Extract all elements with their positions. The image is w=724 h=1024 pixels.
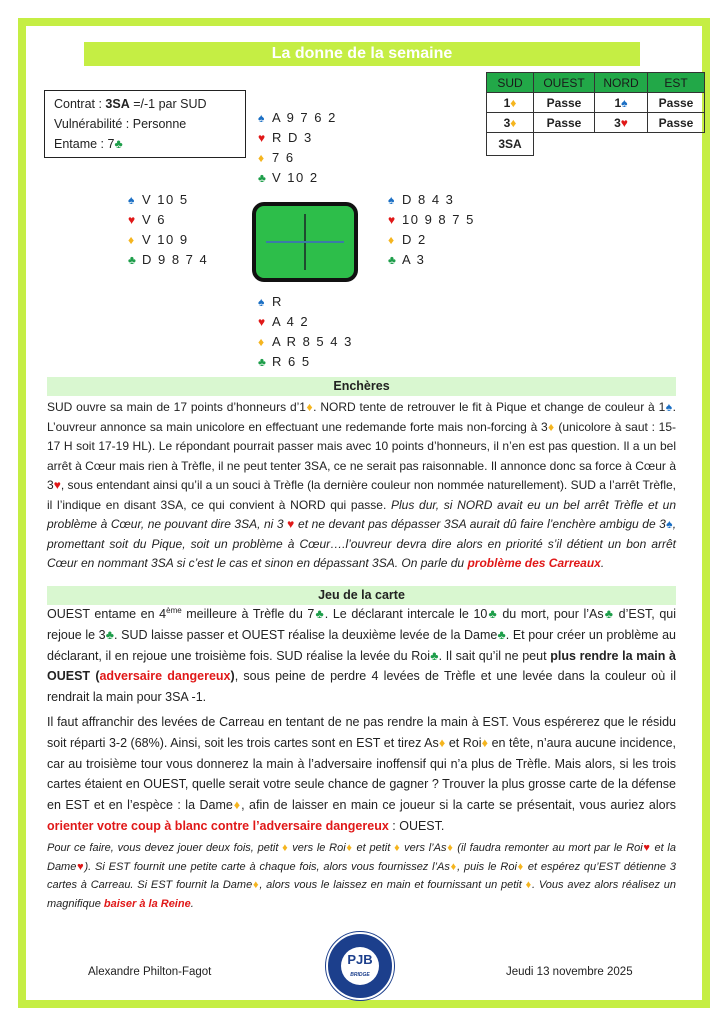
- club-icon: ♣: [314, 607, 325, 621]
- bid-header-nord: NORD: [595, 73, 648, 93]
- club-icon: ♣: [258, 355, 268, 369]
- bid-header-est: EST: [648, 73, 705, 93]
- heart-icon: ♥: [620, 115, 628, 130]
- diamond-icon: ♦: [394, 842, 401, 854]
- heart-icon: ♥: [642, 842, 651, 854]
- heart-icon: ♥: [287, 517, 295, 531]
- club-icon: ♣: [114, 137, 123, 151]
- lead-line: Entame : 7♣: [54, 137, 123, 151]
- club-icon: ♣: [388, 253, 398, 267]
- highlight-orienter-coup: orienter votre coup à blanc contre l’adversaire dangereux: [47, 818, 389, 833]
- table-horizontal-line: [266, 241, 344, 243]
- bid-cell: Passe: [648, 113, 705, 133]
- diamond-icon: ♦: [446, 842, 454, 854]
- hand-east: ♠ D 8 4 3 ♥ 10 9 8 7 5 ♦ D 2 ♣ A 3: [388, 190, 475, 270]
- spade-icon: ♠: [665, 517, 673, 531]
- spade-icon: ♠: [388, 193, 396, 207]
- bid-header-sud: SUD: [487, 73, 534, 93]
- bid-cell: Passe: [534, 113, 595, 133]
- diamond-icon: ♦: [388, 233, 396, 247]
- heart-icon: ♥: [53, 478, 61, 492]
- highlight-baiser-reine: baiser à la Reine: [103, 897, 191, 910]
- spade-icon: ♠: [665, 400, 673, 414]
- diamond-icon: ♦: [252, 879, 260, 891]
- heart-icon: ♥: [388, 213, 397, 227]
- diamond-icon: ♦: [438, 735, 446, 750]
- highlight-probleme-carreaux: problème des Carreaux: [467, 556, 601, 570]
- heart-icon: ♥: [258, 131, 267, 145]
- section-header-jeu: Jeu de la carte: [47, 586, 676, 605]
- diamond-icon: ♦: [232, 798, 242, 813]
- club-icon: ♣: [497, 627, 506, 642]
- bidding-row: [487, 133, 705, 156]
- bid-cell: 3SA: [487, 133, 534, 156]
- contract-line: Contrat : 3SA =/-1 par SUD: [54, 97, 207, 111]
- diamond-icon: ♦: [282, 842, 289, 854]
- diamond-icon: ♦: [547, 419, 555, 434]
- club-icon: ♣: [430, 648, 439, 663]
- spade-icon: ♠: [621, 95, 628, 110]
- bid-cell: Passe: [648, 93, 705, 113]
- hand-south: ♠ R ♥ A 4 2 ♦ A R 8 5 4 3 ♣ R 6 5: [258, 292, 353, 372]
- diamond-icon: ♦: [516, 860, 525, 873]
- bridge-table-icon: [252, 202, 358, 282]
- spade-icon: ♠: [258, 111, 266, 125]
- bidding-row: [487, 113, 705, 133]
- heart-icon: ♥: [76, 860, 85, 873]
- bid-header-ouest: OUEST: [534, 73, 595, 93]
- jeu-paragraph-1: OUEST entame en 4ème meilleure à Trèfle du 7♣. Le déclarant intercale le 10♣ du mort, pour l’As♣ d’EST, qui rejoue le 3♣. SUD laisse passer et OUEST réalise la deuxième levée de la Dame♣. Et pour créer un problème au déclarant, il en rejoue une troisième fois. SUD réalise la levée du Roi♣. Il sait qu’il ne peut plus rendre la main à OUEST (adversaire dangereux), sous peine de perdre 4 levées de Trèfle et une levée dans la couleur où il rendrait la main pour 3SA -1.: [47, 605, 677, 705]
- bid-cell: 3♥: [595, 113, 648, 133]
- diamond-icon: ♦: [258, 151, 266, 165]
- club-logo: PJB BRIDGE: [326, 932, 394, 1000]
- vulnerability-line: Vulnérabilité : Personne: [54, 117, 187, 131]
- jeu-paragraph-2: Il faut affranchir des levées de Carreau en tentant de ne pas rendre la main à EST. Vous espérerez que le résidu soit réparti 3-2 (68%). Ainsi, soit les trois cartes sont en EST et tirez As♦ et Roi♦ en tête, n’aura aucune incidence, car au troisième tour vous donnerez la main à l’adversaire inoffensif qui n’a plus de Trèfle. Mais alors, si les trois cartes étaient en OUEST, quelle serait votre seule chance de gagner ? Trouver la plus grosse carte de la défense en EST et en l’espèce : la Dame♦, afin de laisser en main ce joueur si la carte se présentait, vous auriez alors orienter votre coup à blanc contre l’adversaire dangereux : OUEST.: [47, 715, 676, 833]
- bidding-row: [487, 93, 705, 113]
- bidding-header-row: [487, 73, 705, 93]
- spade-icon: ♠: [128, 193, 136, 207]
- club-icon: ♣: [603, 607, 615, 621]
- diamond-icon: ♦: [305, 400, 314, 414]
- bidding-table: [486, 72, 705, 156]
- diamond-icon: ♦: [449, 860, 458, 873]
- jeu-paragraph-3: Pour ce faire, vous devez jouer deux fois, petit ♦ vers le Roi♦ et petit ♦ vers l’As♦ (il faudra remonter au mort par le Roi♥ et la Dame♥). Si EST fournit une petite carte à chaque fois, alors vous fournissez l’As♦, puis le Roi♦ et espérez qu’EST détienne 3 cartes à Carreau. Si EST fournit la Dame♦, alors vous le laissez en main et fournissant un petit ♦. Vous avez alors réalisez un magnifique baiser à la Reine.: [47, 842, 676, 910]
- page-title: La donne de la semaine: [84, 42, 640, 66]
- club-icon: ♣: [487, 607, 498, 621]
- contract-box: [44, 90, 246, 158]
- club-icon: ♣: [128, 253, 138, 267]
- heart-icon: ♥: [128, 213, 137, 227]
- diamond-icon: ♦: [510, 115, 517, 130]
- diamond-icon: ♦: [345, 842, 353, 854]
- highlight-adversaire-dangereux: adversaire dangereux: [99, 669, 231, 684]
- section-header-encheres: Enchères: [47, 377, 676, 396]
- bid-cell: 3♦: [487, 113, 534, 133]
- diamond-icon: ♦: [481, 735, 489, 750]
- bid-cell: 1♠: [595, 93, 648, 113]
- heart-icon: ♥: [258, 315, 267, 329]
- publication-date: Jeudi 13 novembre 2025: [506, 966, 633, 978]
- diamond-icon: ♦: [525, 879, 532, 891]
- encheres-paragraph: SUD ouvre sa main de 17 points d’honneurs d’1♦. NORD tente de retrouver le fit à Pique et change de couleur à 1♠. L’ouvreur annonce sa main unicolore en effectuant une redemande forte mais non-forcing à 3♦ (unicolore à saut : 15-17 H soit 17-19 HL). Le répondant pourrait passer mais avec 10 points d’honneurs, il n’en est pas question. Il a un bel arrêt à Cœur mais rien à Trèfle, il ne peut tenter 3SA, ce ne serait pas raisonnable. Il annonce donc sa force à Cœur à 3♥, sous entendant ainsi qu’il a un souci à Trèfle (la dernière couleur non nommée naturellement). SUD a l’arrêt Trèfle, il l’indique en disant 3SA, ce qui convient à NORD qui passe. Plus dur, si NORD avait eu un bel arrêt Trèfle et un problème à Cœur, ne pouvant dire 3SA, ni 3 ♥ et ne devant pas dépasser 3SA aurait dû faire l’enchère ambigu de 3♠, promettant soit du Pique, soit un problème à Cœur….l’ouvreur devra dire alors en priorité s’il détient un bon arrêt Cœur en nommant 3SA si c’est le cas et sinon en dépassant 3SA. On parle du problème des Carreaux.: [47, 400, 677, 570]
- author-name: Alexandre Philton-Fagot: [88, 966, 212, 978]
- club-icon: ♣: [105, 627, 115, 642]
- diamond-icon: ♦: [510, 95, 517, 110]
- diamond-icon: ♦: [128, 233, 136, 247]
- club-icon: ♣: [258, 171, 268, 185]
- spade-icon: ♠: [258, 295, 266, 309]
- hand-west: ♠ V 10 5 ♥ V 6 ♦ V 10 9 ♣ D 9 8 7 4: [128, 190, 208, 270]
- bid-cell: Passe: [534, 93, 595, 113]
- contract-value: 3SA: [105, 97, 130, 111]
- diamond-icon: ♦: [258, 335, 266, 349]
- bid-cell: 1♦: [487, 93, 534, 113]
- hand-north: ♠ A 9 7 6 2 ♥ R D 3 ♦ 7 6 ♣ V 10 2: [258, 108, 337, 188]
